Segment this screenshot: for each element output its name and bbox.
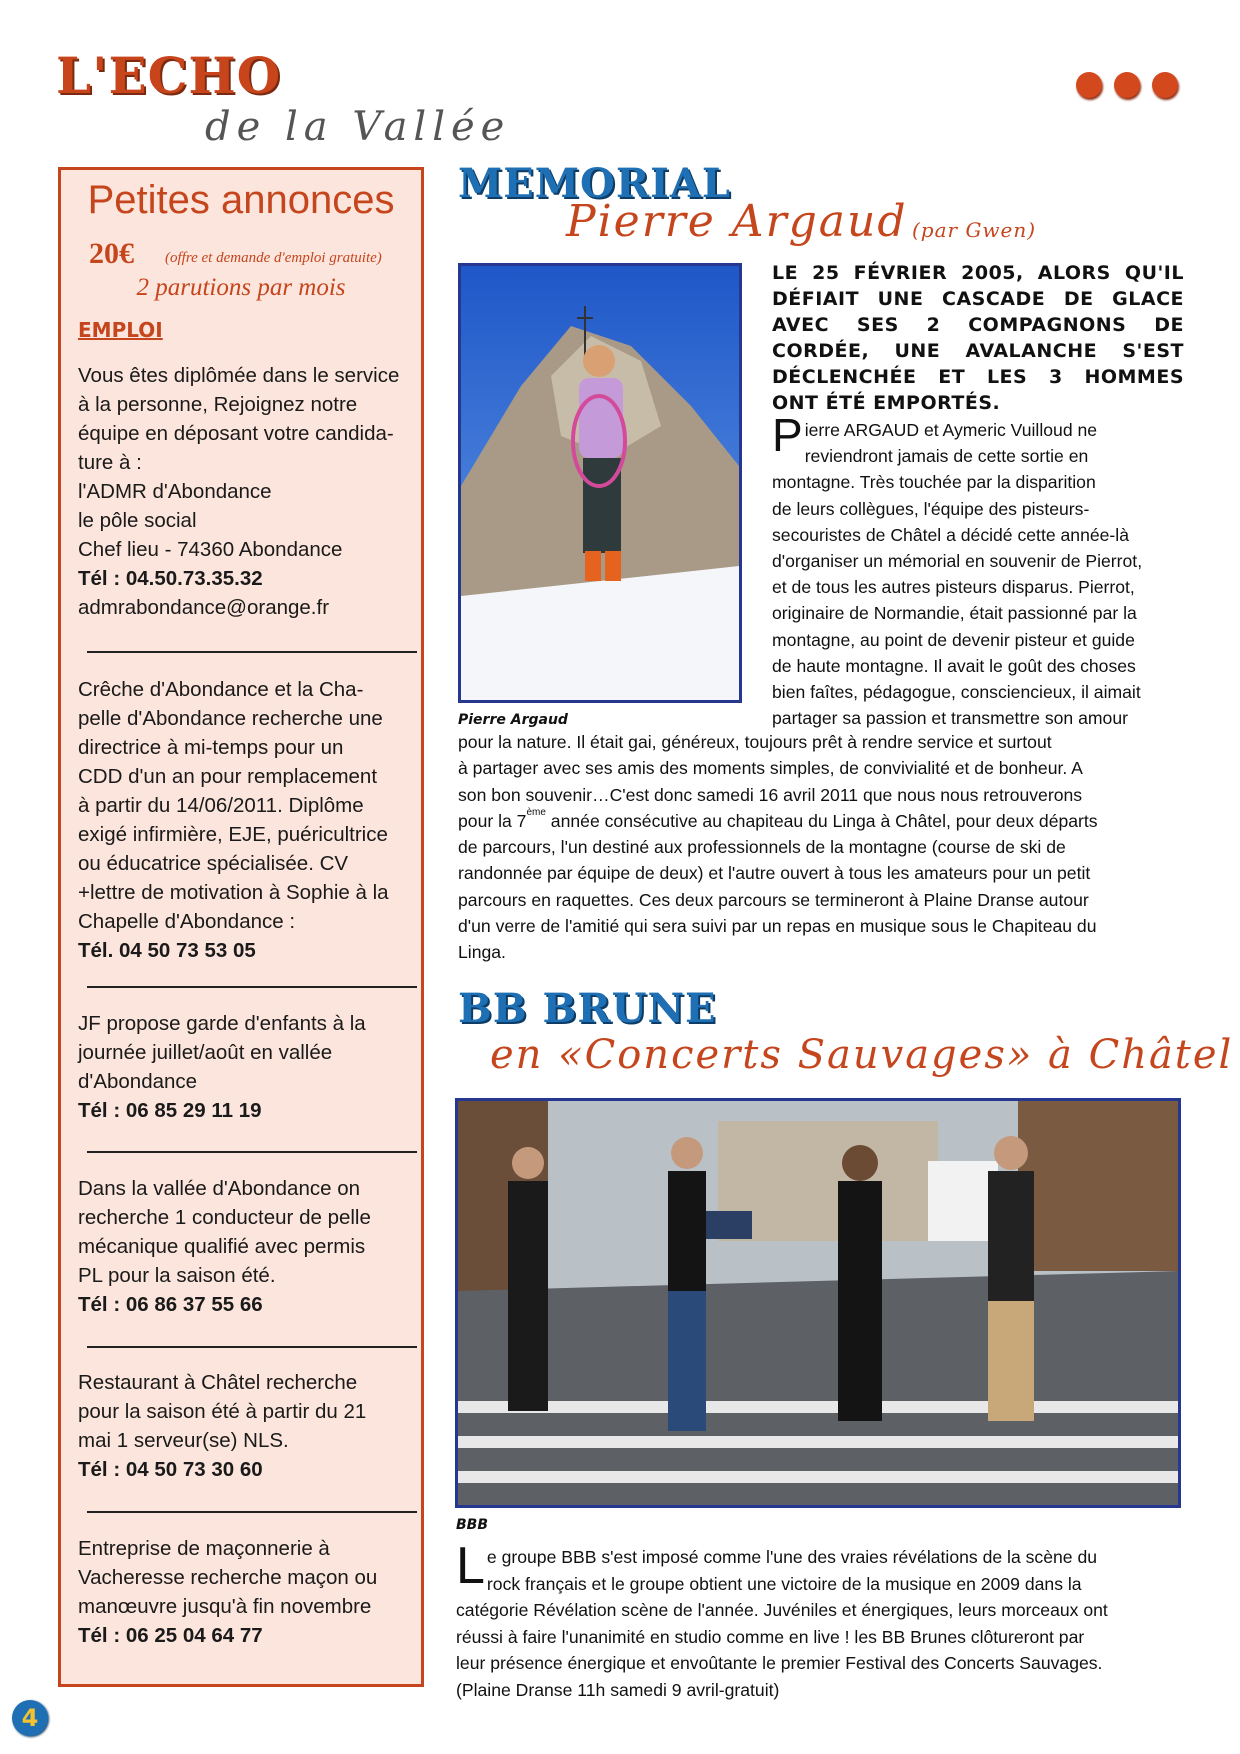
ad-line: à partir du 14/06/2011. Diplôme [78,794,364,817]
ad-line: manœuvre jusqu'à fin novembre [78,1595,372,1618]
bbbrune-body [456,1537,1182,1703]
ad-line: Restaurant à Châtel recherche [78,1371,358,1394]
classified-ad [78,1534,408,1650]
bbbrune-title: BB BRUNE [458,985,717,1032]
ad-phone: Tél : 06 85 29 11 19 [78,1099,262,1122]
body-line [458,808,1182,834]
memorial-lead [772,260,1184,416]
body-line: partager sa passion et transmettre son amour [772,708,1128,729]
lead-line: DÉFIAIT UNE CASCADE DE GLACE [772,288,1184,310]
ad-phone: Tél : 06 25 04 64 77 [78,1624,263,1647]
photo-caption: BBB [456,1517,489,1533]
section-heading-emploi: EMPLOI [78,318,163,342]
ad-line: pour la saison été à partir du 21 [78,1400,367,1423]
masthead-subtitle: de la Vallée [205,104,511,150]
classifieds-title: Petites annonces [87,178,395,222]
lead-line: AVEC SES 2 COMPAGNONS DE [772,314,1184,336]
body-line: leur présence énergique et envoûtante le premier Festival des Concerts Sauvages. [456,1653,1103,1673]
ad-line: PL pour la saison été. [78,1264,276,1287]
ad-line: CDD d'un an pour remplacement [78,765,378,788]
ad-line: mai 1 serveur(se) NLS. [78,1429,289,1452]
body-text: pour la 7 [458,810,527,831]
body-line: reviendront jamais de cette sortie en [804,446,1089,467]
ad-line: Entreprise de maçonnerie à [78,1537,330,1560]
body-line: montagne, au point de devenir pisteur et guide [772,629,1135,650]
classifieds-frequency: 2 parutions par mois [136,274,346,301]
decorative-dots [1076,72,1178,98]
pierre-argaud-photo [458,263,742,703]
masthead-title: L'ECHO [56,46,282,105]
ad-email: admrabondance@orange.fr [78,596,330,619]
body-line: bien faîtes, pédagogue, consciencieux, il aimait [772,682,1141,703]
body-text: année consécutive au chapiteau du Linga à Châtel, pour deux départs [545,810,1098,831]
body-line: randonnée par équipe de deux) et l'autre ouvert à tous les amateurs pour un petit [458,863,1091,884]
body-line: e groupe BBB s'est imposé comme l'une des vraies révélations de la scène du [486,1547,1098,1567]
memorial-body-wide [458,729,1182,966]
classified-ad [78,1009,408,1125]
ad-line: +lettre de motivation à Sophie à la [78,881,389,904]
ad-line: équipe en déposant votre candida- [78,422,394,445]
ad-phone: Tél : 04.50.73.35.32 [78,567,263,590]
memorial-body-narrow [772,409,1184,731]
ad-line: Dans la vallée d'Abondance on [78,1177,361,1200]
ad-line: pelle d'Abondance recherche une [78,707,383,730]
ad-line: exigé infirmière, EJE, puéricultrice [78,823,388,846]
body-line: et de tous les autres pisteurs disparus. Pierrot, [772,577,1135,598]
ad-line: à la personne, Rejoignez notre [78,393,358,416]
body-line: de leurs collègues, l'équipe des pisteurs- [772,498,1090,519]
dot-icon [1114,72,1140,98]
ad-line: Crêche d'Abondance et la Cha- [78,678,364,701]
body-line: (Plaine Dranse 11h samedi 9 avril-gratuit) [456,1679,780,1700]
memorial-title: MEMORIAL [458,160,731,207]
lead-line: DÉCLENCHÉE ET LES 3 HOMMES [772,366,1184,388]
drop-cap: P [772,409,803,461]
divider [87,1511,417,1513]
body-line: originaire de Normandie, était passionné par la [772,603,1137,624]
body-line: d'organiser un mémorial en souvenir de Pierrot, [772,551,1143,572]
body-line: Linga. [458,942,506,963]
classifieds-price-note: (offre et demande d'emploi gratuite) [165,250,382,266]
body-line: à partager avec ses amis des moments simples, de convivialité et de bonheur. A [458,758,1083,779]
lead-line: CORDÉE, UNE AVALANCHE S'EST [772,340,1184,362]
ad-line: Chapelle d'Abondance : [78,910,296,933]
bbbrune-subtitle: en «Concerts Sauvages» à Châtel [490,1032,1234,1078]
ad-phone: Tél : 04 50 73 30 60 [78,1458,263,1481]
divider [87,1151,417,1153]
body-line: rock français et le groupe obtient une victoire de la musique en 2009 dans la [486,1573,1082,1594]
ad-line: recherche 1 conducteur de pelle [78,1206,371,1229]
body-line: ierre ARGAUD et Aymeric Vuilloud ne [804,420,1098,440]
street-illustration [458,1101,1178,1505]
ad-phone: Tél : 06 86 37 55 66 [78,1293,263,1316]
ad-line: ou éducatrice spécialisée. CV [78,852,349,875]
ad-line: Vous êtes diplômée dans le service [78,364,400,387]
body-line: parcours en raquettes. Ces deux parcours se termineront à Plaine Dranse autour [458,889,1089,910]
dot-icon [1152,72,1178,98]
ad-line: directrice à mi-temps pour un [78,736,344,759]
divider [87,651,417,653]
body-line: pour la nature. Il était gai, généreux, toujours prêt à rendre service et surtout [458,732,1052,752]
ad-line: ture à : [78,451,142,474]
divider [87,1346,417,1348]
classified-ad [78,1174,408,1319]
classified-ad [78,1368,408,1484]
memorial-byline: (par Gwen) [912,218,1037,242]
body-line: montagne. Très touchée par la disparition [772,472,1096,493]
body-line: réussi à faire l'unanimité en studio comme en live ! les BB Brunes clôtureront par [456,1626,1085,1647]
dot-icon [1076,72,1102,98]
bbb-band-photo [455,1098,1181,1508]
drop-cap: L [456,1537,485,1595]
ad-phone: Tél. 04 50 73 53 05 [78,939,256,962]
photo-caption: Pierre Argaud [458,712,568,728]
ad-line: journée juillet/août en vallée [78,1041,333,1064]
body-line: catégorie Révélation scène de l'année. Juvéniles et énergiques, leurs morceaux ont [456,1600,1108,1620]
body-line: de haute montagne. Il avait le goût des choses [772,655,1136,676]
body-line: son bon souvenir…C'est donc samedi 16 avril 2011 que nous nous retrouverons [458,784,1083,805]
ad-line: l'ADMR d'Abondance [78,480,272,503]
memorial-subtitle: Pierre Argaud [566,196,908,247]
body-line: secouristes de Châtel a décidé cette année-là [772,524,1129,545]
body-line: de parcours, l'un destiné aux professionnels de la montagne (course de ski de [458,837,1066,858]
lead-line: LE 25 FÉVRIER 2005, ALORS QU'IL [772,262,1184,284]
classifieds-price: 20€ [89,237,134,270]
classified-ad [78,675,408,965]
ad-line: Vacheresse recherche maçon ou [78,1566,378,1589]
classifieds-box [58,167,424,1687]
ad-line: JF propose garde d'enfants à la [78,1012,366,1035]
ad-line: le pôle social [78,509,197,532]
body-line: d'un verre de l'amitié qui sera suivi par un repas en musique sous le Chapiteau du [458,916,1097,937]
lead-line: ONT ÉTÉ EMPORTÉS. [772,392,1001,414]
divider [87,986,417,988]
climber-illustration [461,266,739,700]
ad-line: Chef lieu - 74360 Abondance [78,538,343,561]
superscript: ème [526,806,546,818]
ad-line: d'Abondance [78,1070,198,1093]
page-number: 4 [12,1700,48,1736]
classified-ad [78,361,408,622]
ad-line: mécanique qualifié avec permis [78,1235,366,1258]
